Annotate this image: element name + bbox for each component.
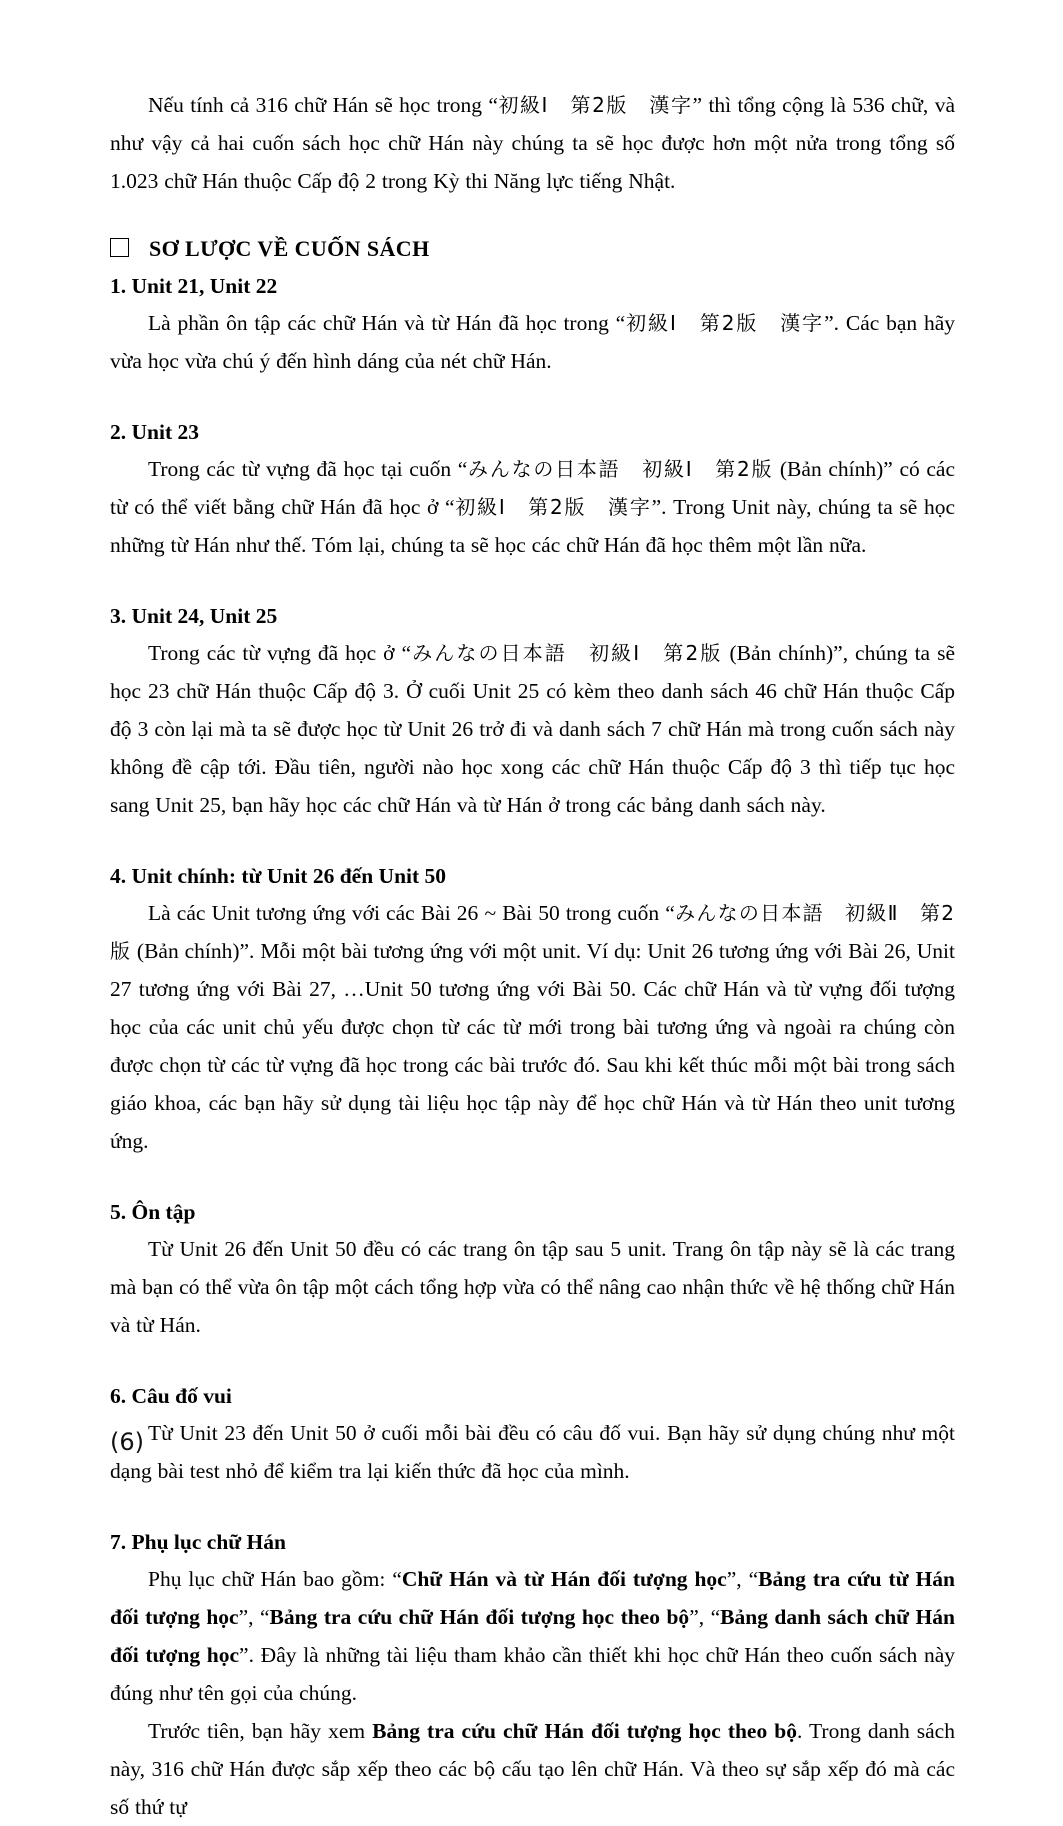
section-paragraph (110, 304, 955, 380)
section-heading: 1. Unit 21, Unit 22 (110, 274, 278, 298)
spacer (110, 1160, 955, 1194)
section-paragraph (110, 1560, 955, 1712)
japanese-text-inline: みんなの日本語 初級Ⅰ 第2版 (467, 457, 774, 481)
paragraph-text: Là các Unit tương ứng với các Bài 26 ~ Bài 50 trong cuốn “ (148, 901, 675, 925)
paragraph-text: ”, “ (238, 1605, 270, 1629)
bold-phrase: Bảng tra cứu từ Hán đối tượng học (110, 1567, 955, 1629)
spacer (110, 824, 955, 858)
section-paragraph (110, 894, 955, 1160)
bold-phrase: Bảng danh sách chữ Hán đối tượng học (110, 1605, 955, 1667)
section-paragraph (110, 1230, 955, 1344)
paragraph-text: Trong các từ vựng đã học ở “ (148, 641, 412, 665)
bold-phrase: Bảng tra cứu chữ Hán đối tượng học theo bộ (372, 1719, 797, 1743)
japanese-text-inline: 初級Ⅰ 第2版 漢字 (454, 495, 652, 519)
intro-text-before: Nếu tính cả 316 chữ Hán sẽ học trong “ (148, 93, 498, 117)
sections-container (110, 268, 955, 1826)
page-number: (6) (110, 1428, 144, 1456)
intro-paragraph (110, 86, 955, 200)
section-heading: 4. Unit chính: từ Unit 26 đến Unit 50 (110, 864, 447, 888)
page-title (110, 230, 955, 268)
section-paragraph (110, 634, 955, 824)
paragraph-text: Từ Unit 23 đến Unit 50 ở cuối mỗi bài đều có câu đố vui. Bạn hãy sử dụng chúng như một dạng bài test nhỏ để kiểm tra lại kiến thức đã học của mình. (110, 1421, 955, 1483)
japanese-text-inline: 初級Ⅰ 第2版 漢字 (625, 311, 825, 335)
section-paragraph (110, 1712, 955, 1826)
paragraph-text: ”, “ (689, 1605, 721, 1629)
section-heading: 3. Unit 24, Unit 25 (110, 604, 278, 628)
japanese-title-inline: 初級Ⅰ 第2版 漢字 (497, 93, 693, 117)
section-paragraph (110, 450, 955, 564)
section-heading: 5. Ôn tập (110, 1200, 196, 1224)
paragraph-text: Trong các từ vựng đã học tại cuốn “ (148, 457, 468, 481)
paragraph-text: Từ Unit 26 đến Unit 50 đều có các trang ôn tập sau 5 unit. Trang ôn tập này sẽ là các trang mà bạn có thể vừa ôn tập một cách tổng hợp vừa có thể nâng cao nhận thức về hệ thống chữ Hán và từ Hán. (110, 1237, 955, 1337)
spacer (110, 564, 955, 598)
section-heading: 7. Phụ lục chữ Hán (110, 1530, 286, 1554)
section-paragraph (110, 1414, 955, 1490)
page-content (110, 86, 955, 1826)
paragraph-text: ”. Các bạn hãy vừa học vừa chú ý đến hình dáng của nét chữ Hán. (110, 311, 955, 373)
spacer (110, 380, 955, 414)
japanese-text-inline: みんなの日本語 初級Ⅰ 第2版 (411, 641, 723, 665)
paragraph-text: Là phần ôn tập các chữ Hán và từ Hán đã học trong “ (148, 311, 626, 335)
paragraph-text: Phụ lục chữ Hán bao gồm: “ (148, 1567, 402, 1591)
paragraph-text: Trước tiên, bạn hãy xem (148, 1719, 373, 1743)
spacer (110, 1344, 955, 1378)
paragraph-text: . Trong danh sách này, 316 chữ Hán được sắp xếp theo các bộ cấu tạo lên chữ Hán. Và theo sự sắp xếp đó mà các số thứ tự (110, 1719, 955, 1819)
spacer (110, 1490, 955, 1524)
paragraph-text: (Bản chính)”. Mỗi một bài tương ứng với một unit. Ví dụ: Unit 26 tương ứng với Bài 26, Unit 27 tương ứng với Bài 27, …Unit 50 tương ứng với Bài 50. Các chữ Hán và từ vựng đối tượng học của các unit chủ yếu được chọn từ các từ mới trong bài tương ứng và ngoài ra chúng còn được chọn từ các từ vựng đã học trong các bài trước đó. Sau khi kết thúc mỗi một bài trong sách giáo khoa, các bạn hãy sử dụng tài liệu học tập này để học chữ Hán và từ Hán theo unit tương ứng. (110, 939, 955, 1153)
japanese-text-inline: みんなの日本語 初級Ⅱ 第2版 (110, 901, 955, 963)
bold-phrase: Bảng tra cứu chữ Hán đối tượng học theo bộ (269, 1605, 690, 1629)
spacer (110, 200, 955, 230)
page-title-label: SƠ LƯỢC VỀ CUỐN SÁCH (149, 236, 430, 261)
paragraph-text: ”. Trong Unit này, chúng ta sẽ học những từ Hán như thế. Tóm lại, chúng ta sẽ học các chữ Hán đã học thêm một lần nữa. (110, 495, 956, 557)
paragraph-text: ”, “ (726, 1567, 759, 1591)
paragraph-text: (Bản chính)” có các từ có thể viết bằng chữ Hán đã học ở “ (110, 457, 956, 519)
section-heading: 6. Câu đố vui (110, 1384, 232, 1408)
intro-text-after: ” thì tổng cộng là 536 chữ, và như vậy cả hai cuốn sách học chữ Hán này chúng ta sẽ học được hơn một nửa trong tổng số 1.023 chữ Hán thuộc Cấp độ 2 trong Kỳ thi Năng lực tiếng Nhật. (110, 93, 955, 193)
paragraph-text: ”. Đây là những tài liệu tham khảo cần thiết khi học chữ Hán theo cuốn sách này đúng như tên gọi của chúng. (110, 1643, 955, 1705)
paragraph-text: (Bản chính)”, chúng ta sẽ học 23 chữ Hán thuộc Cấp độ 3. Ở cuối Unit 25 có kèm theo danh sách 46 chữ Hán thuộc Cấp độ 3 còn lại mà ta sẽ được học từ Unit 26 trở đi và danh sách 7 chữ Hán mà trong cuốn sách này không đề cập tới. Đầu tiên, người nào học xong các chữ Hán thuộc Cấp độ 3 thì tiếp tục học sang Unit 25, bạn hãy học các chữ Hán và từ Hán ở trong các bảng danh sách này. (110, 641, 955, 817)
section-heading: 2. Unit 23 (110, 420, 199, 444)
empty-square-icon (110, 238, 129, 257)
bold-phrase: Chữ Hán và từ Hán đối tượng học (401, 1567, 727, 1591)
